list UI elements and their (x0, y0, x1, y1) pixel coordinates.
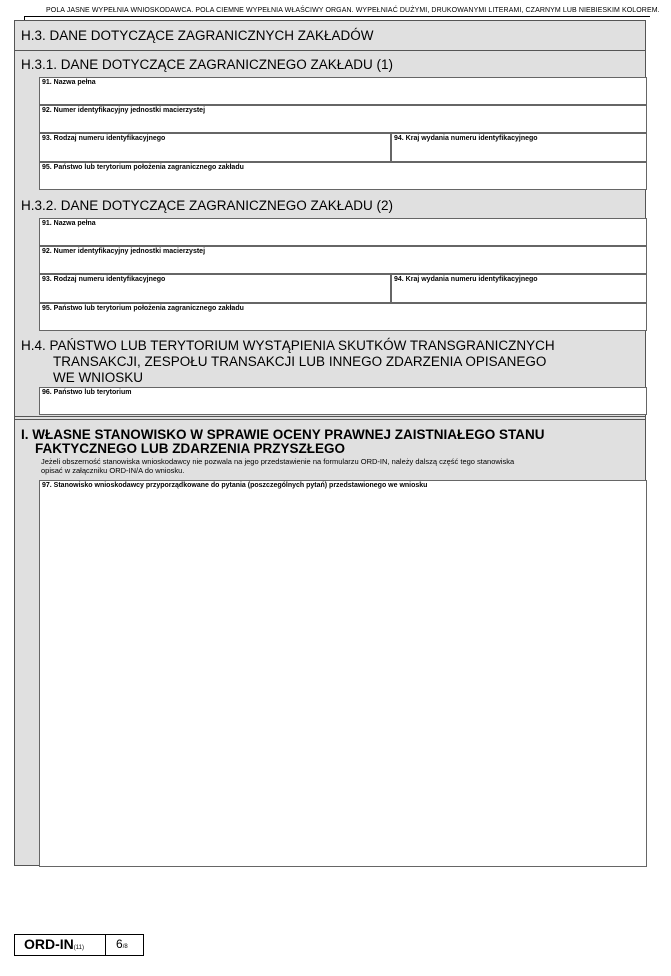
h31-field-93-id-type[interactable] (39, 133, 391, 162)
top-rule (24, 16, 650, 17)
field-label: 95. Państwo lub terytorium położenia zagranicznego zakładu (42, 305, 244, 312)
field-label: 91. Nazwa pełna (42, 79, 96, 86)
field-label: 91. Nazwa pełna (42, 220, 96, 227)
field-label: 92. Numer identyfikacyjny jednostki macierzystej (42, 107, 206, 114)
h32-field-93-id-type[interactable] (39, 274, 391, 303)
page-total: /8 (122, 944, 128, 950)
field-label: 94. Kraj wydania numeru identyfikacyjnego (394, 276, 538, 283)
h32-field-92-parent-id[interactable] (39, 246, 647, 274)
form-instructions: POLA JASNE WYPEŁNIA WNIOSKODAWCA. POLA CIEMNE WYPEŁNIA WŁAŚCIWY ORGAN. WYPEŁNIAĆ DUŻYMI, DRUKOWANYMI LITERAMI, CZARNYM LUB NIEBIESKIM KOLOREM. (46, 7, 660, 14)
field-label: 97. Stanowisko wnioskodawcy przyporządkowane do pytania (poszczególnych pytań) przedstawionego we wniosku (42, 482, 428, 489)
section-double-divider (15, 416, 645, 420)
section-h32-title: H.3.2. DANE DOTYCZĄCE ZAGRANICZNEGO ZAKŁADU (2) (21, 198, 394, 213)
h32-field-91-full-name[interactable] (39, 218, 647, 246)
section-h4-title-line1: H.4. PAŃSTWO LUB TERYTORIUM WYSTĄPIENIA SKUTKÓW TRANSGRANICZNYCH (21, 338, 555, 353)
section-h3-title: H.3. DANE DOTYCZĄCE ZAGRANICZNYCH ZAKŁADÓW (21, 28, 374, 43)
field-label: 94. Kraj wydania numeru identyfikacyjnego (394, 135, 538, 142)
form-footer (14, 934, 144, 956)
section-divider (15, 50, 645, 51)
section-i-note-line1: Jeżeli obszerność stanowiska wnioskodawcy nie pozwala na jego przedstawienie na formularzu ORD-IN, należy dalszą część tego stanowiska (41, 457, 515, 466)
h31-field-91-full-name[interactable] (39, 77, 647, 105)
section-h4-title-line3: WE WNIOSKU (53, 370, 143, 385)
field-label: 93. Rodzaj numeru identyfikacyjnego (42, 276, 166, 283)
page-number (106, 935, 143, 955)
form-code-label: ORD-IN (24, 936, 74, 952)
section-i-note-line2: opisać w załączniku ORD-IN/A do wniosku. (41, 466, 185, 475)
field-label: 96. Państwo lub terytorium (42, 389, 132, 396)
section-h4-title-line2: TRANSAKCJI, ZESPOŁU TRANSAKCJI LUB INNEGO ZDARZENIA OPISANEGO (53, 354, 547, 369)
field-label: 95. Państwo lub terytorium położenia zagranicznego zakładu (42, 164, 244, 171)
i-field-97-applicant-position[interactable] (39, 480, 647, 867)
section-i-title-line2: FAKTYCZNEGO LUB ZDARZENIA PRZYSZŁEGO (35, 441, 345, 456)
section-h31-title: H.3.1. DANE DOTYCZĄCE ZAGRANICZNEGO ZAKŁADU (1) (21, 57, 394, 72)
form-version: (11) (73, 945, 85, 951)
h32-field-94-issuing-country[interactable] (391, 274, 647, 303)
h31-field-95-location-country[interactable] (39, 162, 647, 190)
h32-field-95-location-country[interactable] (39, 303, 647, 331)
field-label: 92. Numer identyfikacyjny jednostki macierzystej (42, 248, 206, 255)
h31-field-92-parent-id[interactable] (39, 105, 647, 133)
h4-field-96-country[interactable] (39, 387, 647, 415)
section-i-title-line1: I. WŁASNE STANOWISKO W SPRAWIE OCENY PRAWNEJ ZAISTNIAŁEGO STANU (21, 427, 545, 442)
page-current: 6 (116, 937, 123, 951)
h31-field-94-issuing-country[interactable] (391, 133, 647, 162)
field-label: 93. Rodzaj numeru identyfikacyjnego (42, 135, 166, 142)
form-page (14, 20, 646, 866)
form-code (15, 935, 106, 955)
